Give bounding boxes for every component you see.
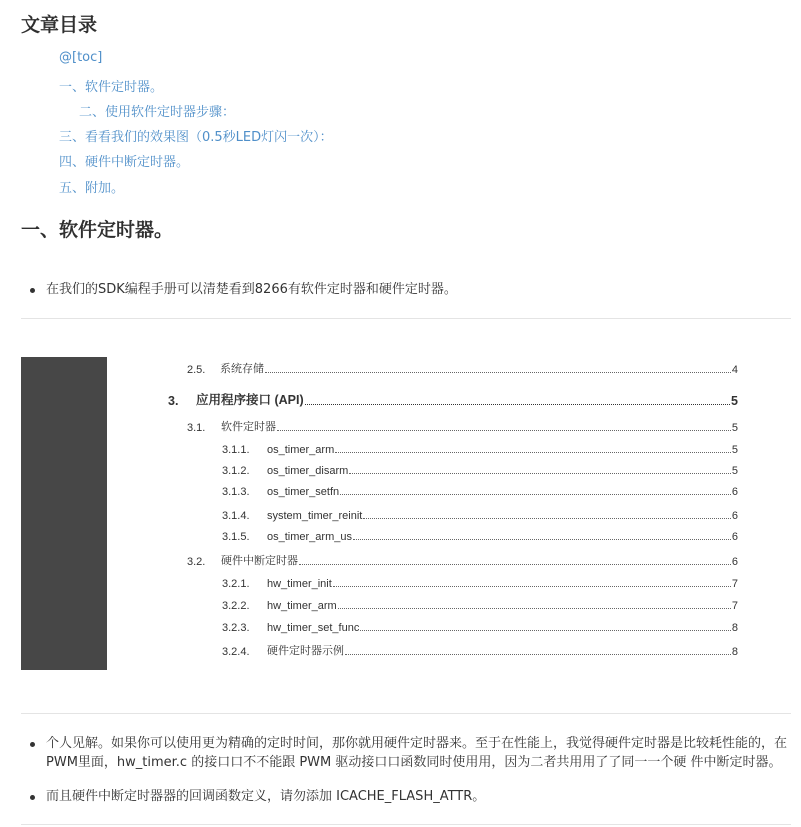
toc-link-effect[interactable]: 三、看看我们的效果图（0.5秒LED灯闪一次）：	[59, 130, 333, 145]
doc-toc-row	[222, 618, 738, 634]
doc-toc-label: 系统存储	[220, 363, 264, 375]
doc-toc-label: os_timer_arm_us	[267, 531, 352, 543]
doc-toc-num: 3.1.	[187, 422, 206, 434]
doc-toc-page: 6	[731, 531, 738, 543]
doc-toc-dots	[299, 564, 731, 565]
doc-toc-dots	[340, 494, 731, 495]
bullet-dot	[30, 288, 35, 293]
doc-toc-num: 3.	[168, 394, 179, 408]
doc-toc-row	[222, 461, 738, 477]
doc-toc-row	[187, 552, 738, 568]
doc-toc-page: 5	[731, 444, 738, 456]
doc-toc-dots	[363, 518, 731, 519]
toc-link-usage-steps[interactable]: 二、使用软件定时器步骤：	[79, 105, 236, 120]
toc-link-appendix[interactable]: 五、附加。	[59, 181, 125, 196]
doc-toc-label: hw_timer_init	[267, 578, 332, 590]
doc-toc-dots	[265, 372, 731, 373]
paragraph-sdk: 在我们的SDK编程手册可以清楚看到8266有软件定时器和硬件定时器。	[46, 282, 457, 297]
doc-toc-dots	[353, 539, 731, 540]
doc-toc-row	[222, 506, 738, 522]
divider	[21, 713, 791, 714]
doc-toc-dots	[349, 473, 731, 474]
doc-toc-num: 3.2.3.	[222, 622, 250, 634]
doc-toc-dots	[345, 654, 731, 655]
doc-toc-num: 3.2.2.	[222, 600, 250, 612]
doc-toc-label: os_timer_arm	[267, 444, 335, 456]
doc-toc-label: system_timer_reinit	[267, 510, 363, 522]
doc-toc-page: 5	[731, 422, 738, 434]
doc-toc-label: 应用程序接口 (API)	[196, 393, 304, 407]
doc-toc-num: 2.5.	[187, 364, 206, 376]
doc-toc-dots	[305, 404, 730, 405]
doc-toc-dots	[335, 452, 731, 453]
toc-link-toc[interactable]: @[toc]	[59, 50, 103, 65]
toc-link-hardware-timer[interactable]: 四、硬件中断定时器。	[59, 155, 190, 170]
doc-toc-page: 7	[731, 578, 738, 590]
doc-toc-row	[222, 527, 738, 543]
doc-toc-dots	[360, 630, 731, 631]
doc-toc-num: 3.1.5.	[222, 531, 250, 543]
doc-toc-page: 6	[731, 510, 738, 522]
doc-toc-row	[187, 360, 738, 376]
doc-toc-row	[222, 440, 738, 456]
doc-toc-row	[222, 642, 738, 658]
doc-toc-page: 6	[731, 556, 738, 568]
doc-toc-label: 硬件中断定时器	[221, 555, 298, 567]
paragraph-icache: 而且硬件中断定时器器的回调函数定义，请勿添加 ICACHE_FLASH_ATTR。	[46, 789, 486, 804]
doc-toc-page: 8	[731, 646, 738, 658]
doc-toc-page: 8	[731, 622, 738, 634]
toc-link-software-timer[interactable]: 一、软件定时器。	[59, 80, 164, 95]
bullet-dot	[30, 795, 35, 800]
doc-toc-page: 6	[731, 486, 738, 498]
doc-toc-num: 3.2.	[187, 556, 206, 568]
doc-toc-num: 3.1.2.	[222, 465, 250, 477]
toc-title: 文章目录	[21, 14, 98, 36]
doc-toc-label: 软件定时器	[221, 421, 276, 433]
paragraph-opinion-line2: PWM里面，hw_timer.c 的接口口不不能跟 PWM 驱动接口口函数同时使用用，因为二者共用用了了同一一个硬 件中断定时器。	[46, 755, 782, 770]
doc-toc-row	[187, 418, 738, 434]
image-dark-block	[21, 357, 107, 670]
doc-toc-num: 3.1.4.	[222, 510, 250, 522]
doc-toc-row	[168, 392, 738, 408]
doc-toc-page: 5	[731, 394, 738, 408]
doc-toc-dots	[277, 430, 731, 431]
doc-toc-dots	[333, 586, 731, 587]
divider	[21, 318, 791, 319]
doc-toc-dots	[338, 608, 731, 609]
doc-toc-label: 硬件定时器示例	[267, 645, 344, 657]
doc-toc-label: os_timer_setfn	[267, 486, 340, 498]
doc-toc-label: hw_timer_set_func	[267, 622, 360, 634]
doc-toc-page: 7	[731, 600, 738, 612]
doc-toc-row	[222, 574, 738, 590]
section-heading: 一、软件定时器。	[21, 219, 174, 241]
divider	[21, 824, 791, 825]
doc-toc-label: hw_timer_arm	[267, 600, 337, 612]
doc-toc-row	[222, 596, 738, 612]
doc-toc-page: 4	[731, 364, 738, 376]
doc-toc-num: 3.1.1.	[222, 444, 250, 456]
doc-toc-num: 3.1.3.	[222, 486, 250, 498]
doc-toc-page: 5	[731, 465, 738, 477]
bullet-dot	[30, 742, 35, 747]
paragraph-opinion-line1: 个人见解。如果你可以使用更为精确的定时时间，那你就用硬件定时器来。至于在性能上，我觉得硬件定时器是比较耗性能的，在	[46, 736, 788, 751]
doc-toc-num: 3.2.1.	[222, 578, 250, 590]
doc-toc-row	[222, 482, 738, 498]
doc-toc-num: 3.2.4.	[222, 646, 250, 658]
doc-toc-label: os_timer_disarm	[267, 465, 349, 477]
